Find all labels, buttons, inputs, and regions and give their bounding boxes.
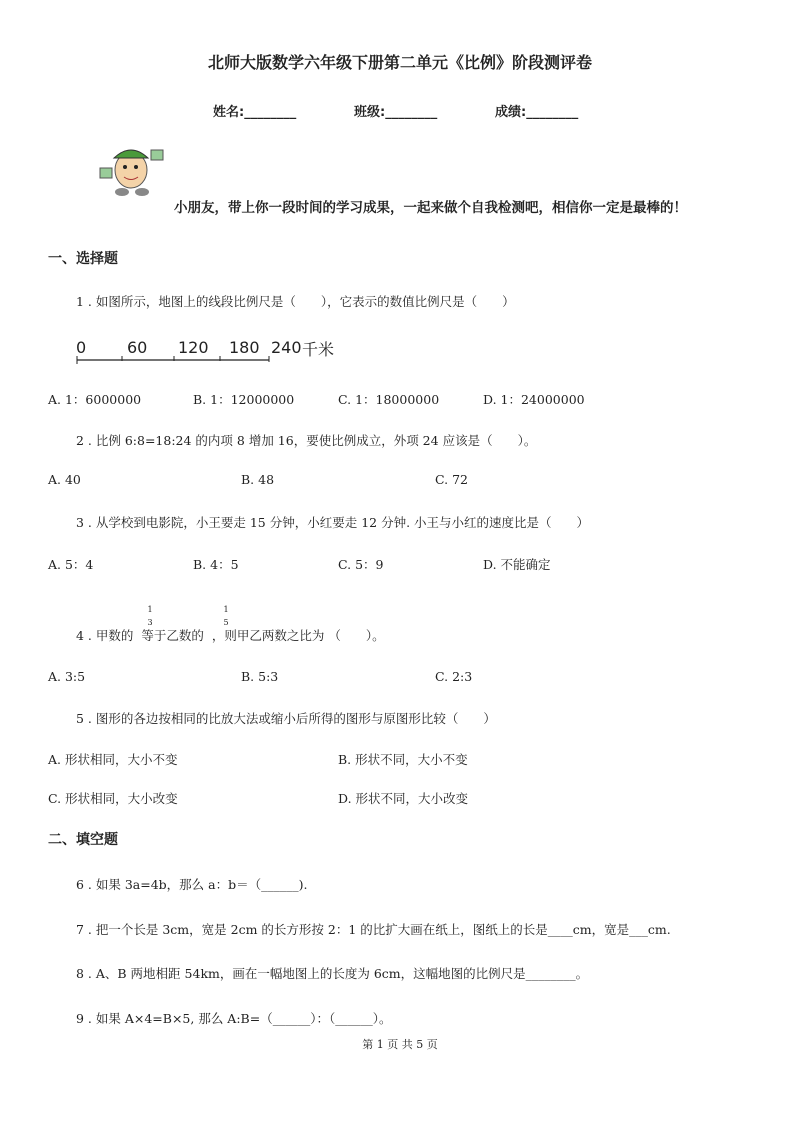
q5-option-d[interactable]: D. 形状不同，大小改变	[338, 791, 469, 806]
page-title: 北师大版数学六年级下册第二单元《比例》阶段测评卷	[207, 53, 592, 72]
q1-option-b[interactable]: B. 1：12000000	[193, 392, 295, 407]
page-footer: 第 1 页 共 5 页	[362, 1038, 438, 1051]
fraction-one-third: 1 3	[147, 605, 153, 627]
fraction-one-fifth: 1 5	[223, 605, 229, 627]
q4-stem-part: 4 . 甲数的	[76, 628, 134, 643]
question-9: 9 . 如果 A×4=B×5, 那么 A:B=（______）：（______）。	[76, 1011, 392, 1026]
q3-option-d[interactable]: D. 不能确定	[483, 557, 551, 572]
section-choice-title: 一、选择题	[48, 251, 118, 267]
q5-option-a[interactable]: A. 形状相同，大小不变	[48, 752, 178, 767]
question-2: 2 . 比例 6:8=18:24 的内项 8 增加 16，要使比例成立，外项 24 应该是（ ）。	[76, 433, 537, 448]
question-4	[76, 626, 385, 644]
question-1: 1 . 如图所示，地图上的线段比例尺是（ ），它表示的数值比例尺是（ ）	[76, 294, 515, 309]
q3-option-c[interactable]: C. 5：9	[338, 557, 384, 572]
scale-label: 0	[76, 338, 87, 357]
name-field: 姓名:________	[213, 105, 297, 120]
q4-option-a[interactable]: A. 3:5	[48, 669, 86, 684]
question-5: 5 . 图形的各边按相同的比放大法或缩小后所得的图形与原图形比较（ ）	[76, 711, 496, 726]
q5-option-c[interactable]: C. 形状相同，大小改变	[48, 791, 178, 806]
scale-bar	[76, 355, 306, 365]
q4-stem-part: 等于乙数的	[141, 628, 204, 643]
encouragement-text: 小朋友，带上你一段时间的学习成果，一起来做个自我检测吧，相信你一定是最棒的！	[174, 200, 687, 216]
scale-label: 60	[127, 338, 148, 357]
q4-option-b[interactable]: B. 5:3	[241, 669, 279, 684]
q3-option-a[interactable]: A. 5：4	[48, 557, 94, 572]
class-field: 班级:________	[354, 105, 438, 120]
q2-option-a[interactable]: A. 40	[48, 472, 81, 487]
question-6: 6 . 如果 3a=4b，那么 a：b＝（______).	[76, 877, 308, 892]
scale-label: 120	[178, 338, 209, 357]
q4-stem-part: ，则甲乙两数之比为 （ ）。	[211, 628, 385, 643]
q1-option-c[interactable]: C. 1：18000000	[338, 392, 440, 407]
q1-option-d[interactable]: D. 1：24000000	[483, 392, 585, 407]
question-3: 3 . 从学校到电影院，小王要走 15 分钟，小红要走 12 分钟. 小王与小红的速度比是（ ）	[76, 515, 590, 530]
q1-option-a[interactable]: A. 1：6000000	[48, 392, 142, 407]
q4-option-c[interactable]: C. 2:3	[435, 669, 473, 684]
section-fill-title: 二、填空题	[48, 832, 118, 848]
q2-option-c[interactable]: C. 72	[435, 472, 468, 487]
scale-label: 240	[271, 338, 302, 357]
scale-label: 180	[229, 338, 260, 357]
cartoon-mascot-icon	[96, 140, 166, 198]
question-8: 8 . A、B 两地相距 54km，画在一幅地图上的长度为 6cm，这幅地图的比例尺是________。	[76, 966, 589, 981]
question-7: 7 . 把一个长是 3cm，宽是 2cm 的长方形按 2：1 的比扩大画在纸上，图纸上的长是____cm，宽是___cm.	[76, 922, 671, 937]
q5-option-b[interactable]: B. 形状不同，大小不变	[338, 752, 468, 767]
q2-option-b[interactable]: B. 48	[241, 472, 275, 487]
score-field: 成绩:________	[495, 105, 579, 120]
q3-option-b[interactable]: B. 4：5	[193, 557, 239, 572]
scale-unit: 千米	[302, 340, 335, 359]
